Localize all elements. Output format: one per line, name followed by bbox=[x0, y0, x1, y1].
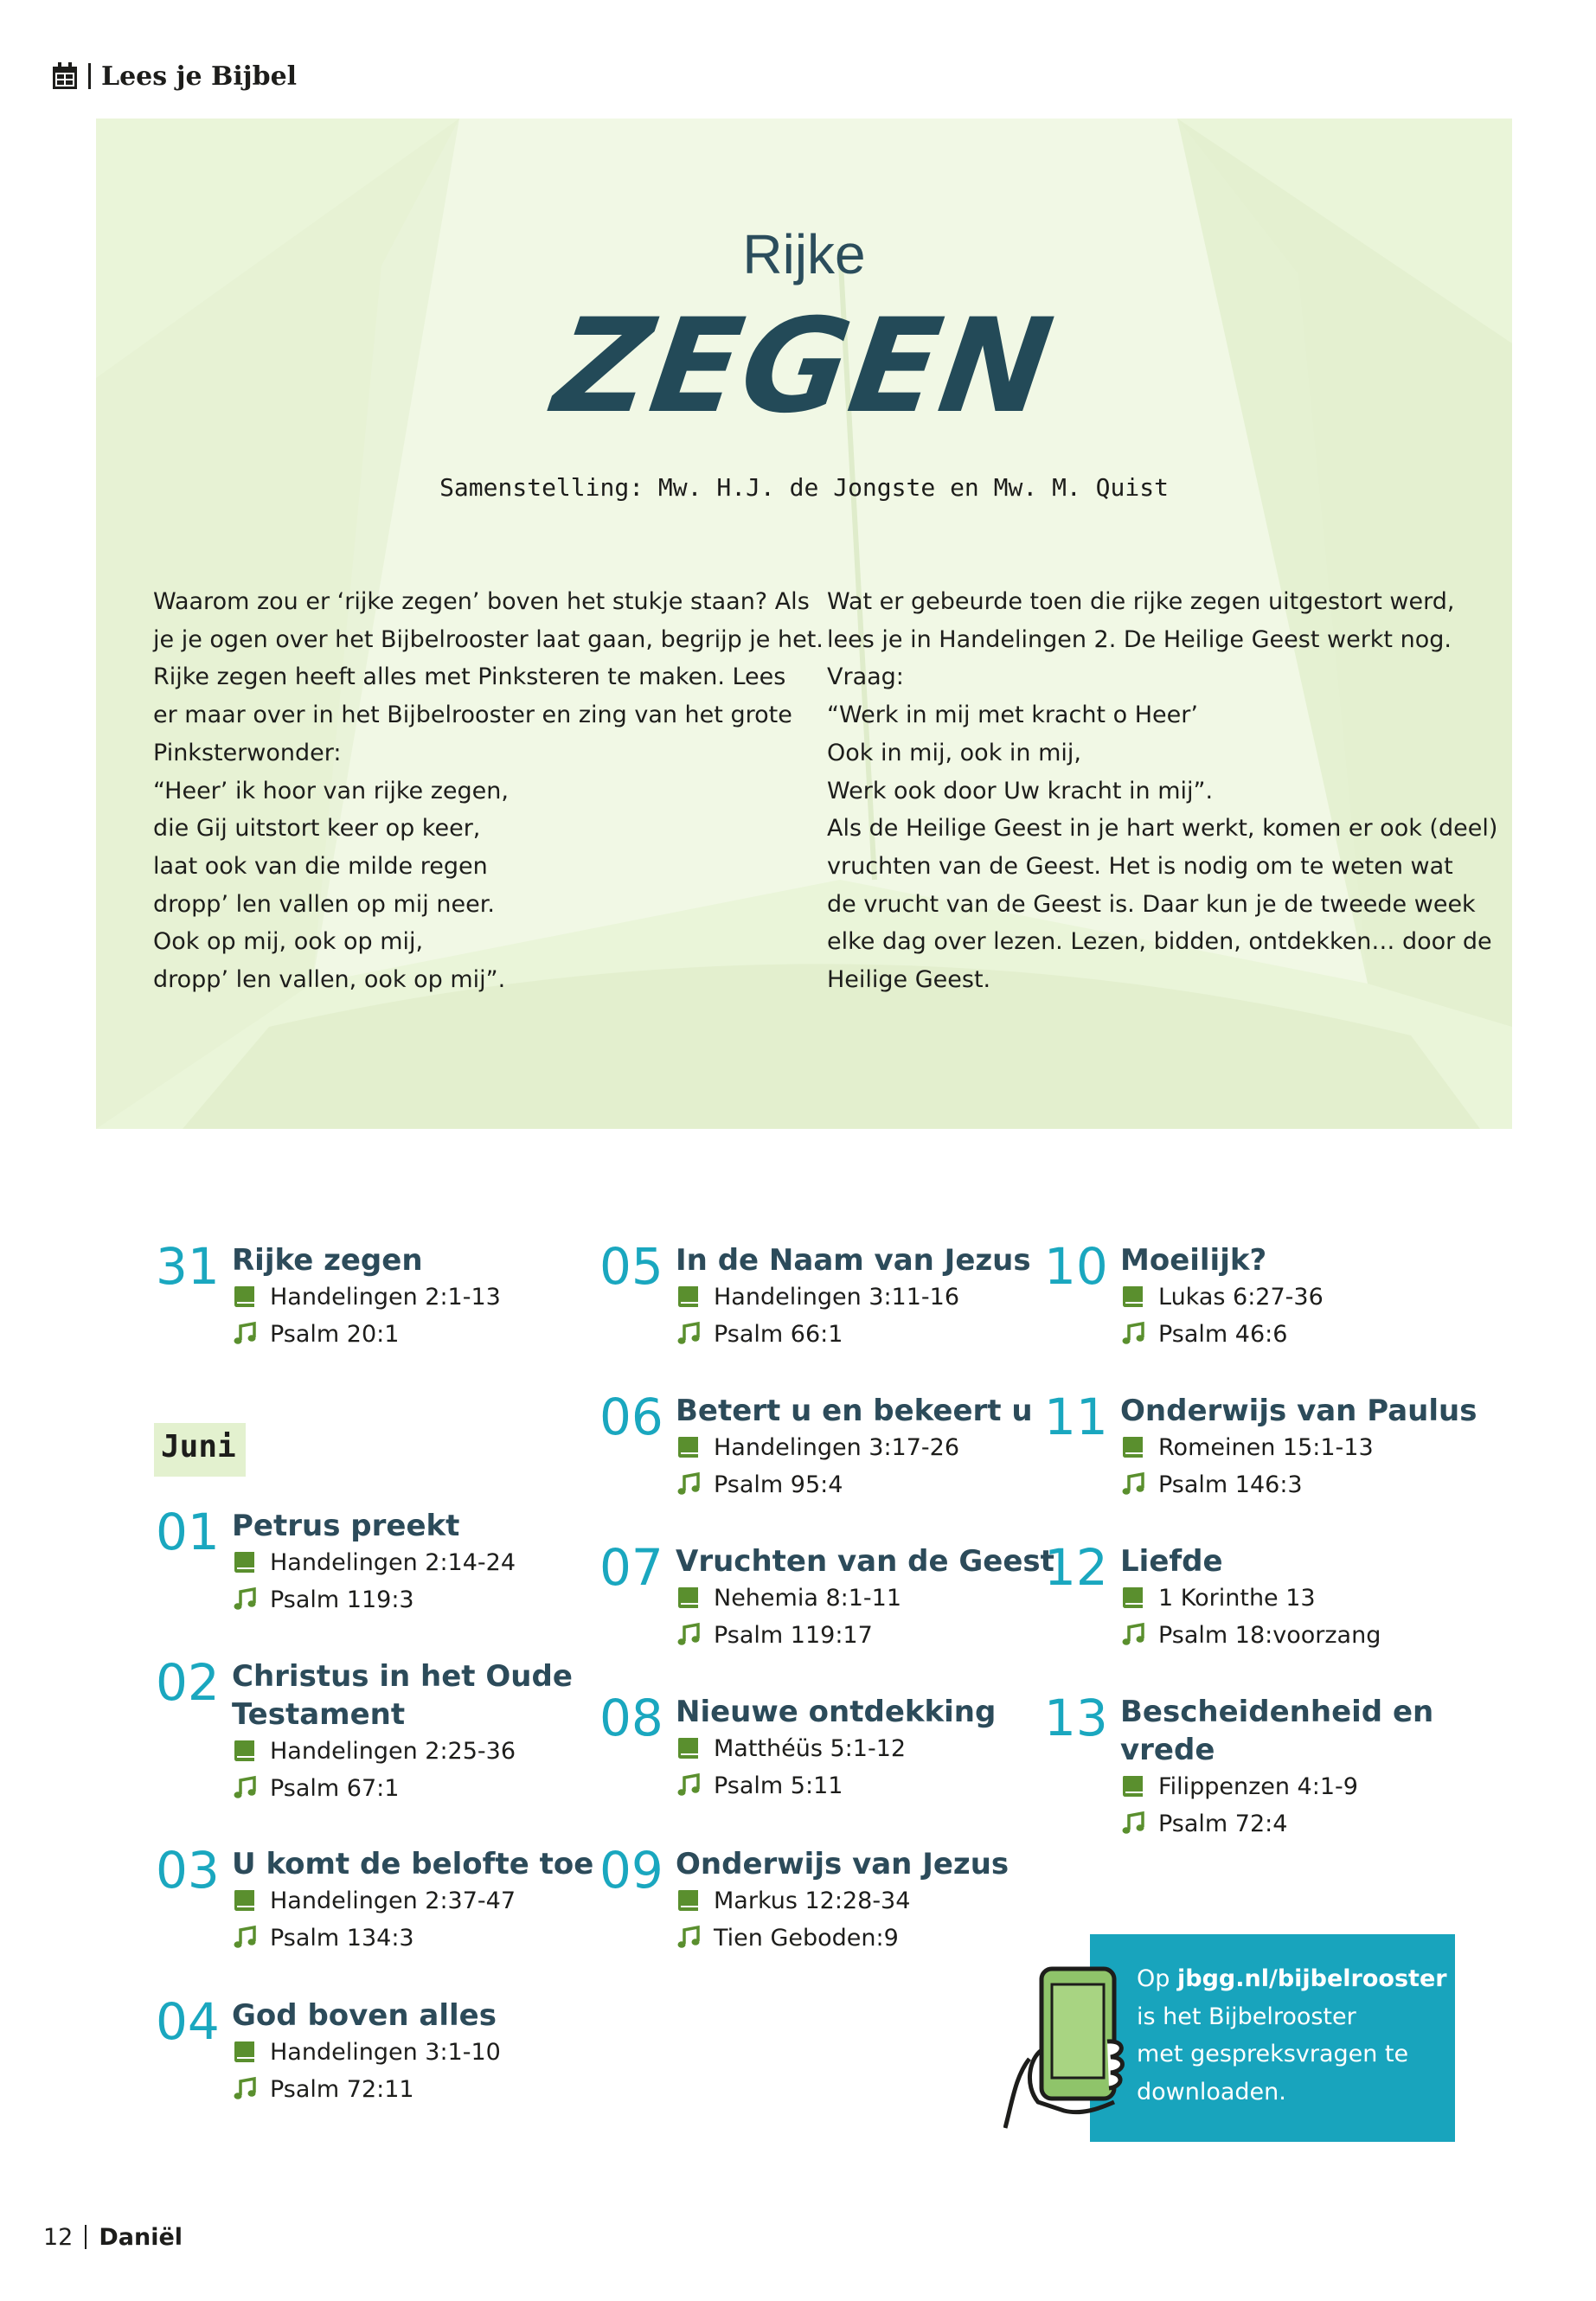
psalm-song bbox=[676, 1467, 843, 1502]
book-icon bbox=[676, 1735, 702, 1761]
day-number: 08 bbox=[599, 1689, 663, 1747]
psalm-song-text: Psalm 20:1 bbox=[270, 1320, 400, 1348]
psalm-song bbox=[232, 1920, 414, 1955]
music-note-icon bbox=[676, 1925, 702, 1951]
entry-title bbox=[232, 1845, 593, 1883]
bible-reading bbox=[676, 1430, 959, 1465]
entry-title bbox=[676, 1542, 1054, 1580]
smartphone-hand-icon bbox=[1003, 1964, 1133, 2137]
callout-line-4: downloaden. bbox=[1137, 2078, 1286, 2106]
entry-title-line: U komt de belofte toe bbox=[232, 1847, 594, 1881]
entry-title-line: Nieuwe ontdekking bbox=[676, 1695, 997, 1729]
music-note-icon bbox=[676, 1471, 702, 1497]
page-number: 12 bbox=[43, 2223, 74, 2251]
bible-reading-text: Nehemia 8:1-11 bbox=[714, 1584, 902, 1612]
entry-title-line: Rijke zegen bbox=[232, 1243, 423, 1278]
psalm-song-text: Psalm 95:4 bbox=[714, 1471, 843, 1498]
intro-line: de vrucht van de Geest is. Daar kun je de tweede week bbox=[827, 890, 1476, 918]
callout-line-3: met gespreksvragen te bbox=[1137, 2041, 1409, 2067]
intro-line: die Gij uitstort keer op keer, bbox=[153, 815, 481, 843]
entry-title-line: Onderwijs van Jezus bbox=[676, 1847, 1010, 1881]
intro-line: Heilige Geest. bbox=[827, 966, 991, 994]
bible-reading bbox=[676, 1279, 959, 1314]
psalm-song bbox=[1120, 1806, 1287, 1841]
psalm-song-text: Psalm 18:voorzang bbox=[1158, 1621, 1381, 1649]
music-note-icon bbox=[1120, 1622, 1146, 1648]
callout-line-1: Op jbgg.nl/bijbelrooster bbox=[1137, 1965, 1447, 1992]
music-note-icon bbox=[232, 1775, 258, 1801]
book-icon bbox=[232, 1549, 258, 1575]
psalm-song-text: Psalm 134:3 bbox=[270, 1924, 414, 1952]
bible-reading-text: Handelingen 2:37-47 bbox=[270, 1887, 516, 1914]
entry-title-line: Petrus preekt bbox=[232, 1509, 460, 1543]
intro-line: Rijke zegen heeft alles met Pinksteren te maken. Lees bbox=[153, 663, 786, 691]
book-icon bbox=[232, 1284, 258, 1310]
entry-title-line: Moeilijk? bbox=[1120, 1243, 1267, 1278]
bible-reading bbox=[676, 1580, 901, 1615]
day-number: 10 bbox=[1044, 1237, 1108, 1296]
intro-line: elke dag over lezen. Lezen, bidden, ontdekken… door de bbox=[827, 928, 1492, 956]
book-icon bbox=[232, 2039, 258, 2065]
music-note-icon bbox=[1120, 1471, 1146, 1497]
book-icon bbox=[232, 1888, 258, 1913]
bible-reading bbox=[232, 1279, 501, 1314]
psalm-song bbox=[1120, 1317, 1287, 1351]
entry-title bbox=[232, 1997, 497, 2035]
book-icon bbox=[676, 1888, 702, 1913]
bible-reading-text: 1 Korinthe 13 bbox=[1158, 1584, 1316, 1612]
intro-line: er maar over in het Bijbelrooster en zing van het grote bbox=[153, 702, 792, 729]
psalm-song bbox=[232, 1317, 399, 1351]
entry-title-line: Testament bbox=[232, 1697, 406, 1732]
calendar-icon bbox=[52, 62, 78, 90]
intro-line: dropp’ len vallen op mij neer. bbox=[153, 890, 495, 918]
psalm-song bbox=[232, 1771, 399, 1805]
intro-line: Werk ook door Uw kracht in mij”. bbox=[827, 777, 1214, 804]
bible-reading-text: Lukas 6:27-36 bbox=[1158, 1283, 1324, 1311]
intro-line: je je ogen over het Bijbelrooster laat gaan, begrijp je het. bbox=[153, 625, 824, 653]
bible-reading bbox=[232, 2035, 501, 2069]
bible-reading bbox=[1120, 1279, 1324, 1314]
entry-title-line: God boven alles bbox=[232, 1998, 497, 2033]
entry-title bbox=[1120, 1693, 1433, 1769]
entry-title bbox=[232, 1507, 459, 1545]
entry-title-line: In de Naam van Jezus bbox=[676, 1243, 1031, 1278]
hero-title-zegen: ZEGEN bbox=[546, 292, 1062, 442]
entry-title-line: Bescheidenheid en bbox=[1120, 1695, 1434, 1729]
month-label: Juni bbox=[154, 1423, 246, 1477]
psalm-song bbox=[1120, 1618, 1381, 1652]
music-note-icon bbox=[1120, 1321, 1146, 1347]
entry-title bbox=[676, 1241, 1031, 1279]
entry-title bbox=[676, 1845, 1009, 1883]
download-callout bbox=[1090, 1934, 1455, 2142]
header-divider bbox=[88, 63, 91, 89]
intro-line: laat ook van die milde regen bbox=[153, 852, 488, 880]
entry-title-line: Liefde bbox=[1120, 1544, 1223, 1579]
intro-line: vruchten van de Geest. Het is nodig om te weten wat bbox=[827, 852, 1453, 880]
bible-reading bbox=[232, 1883, 516, 1918]
day-number: 11 bbox=[1044, 1388, 1108, 1446]
day-number: 01 bbox=[156, 1503, 220, 1561]
intro-line: Waarom zou er ‘rijke zegen’ boven het stukje staan? Als bbox=[153, 588, 810, 615]
bible-reading bbox=[1120, 1430, 1374, 1465]
psalm-song-text: Psalm 119:3 bbox=[270, 1586, 414, 1613]
music-note-icon bbox=[232, 1586, 258, 1612]
music-note-icon bbox=[1120, 1811, 1146, 1836]
bible-reading bbox=[676, 1731, 906, 1766]
psalm-song-text: Psalm 67:1 bbox=[270, 1774, 400, 1802]
bible-reading-text: Handelingen 2:1-13 bbox=[270, 1283, 501, 1311]
psalm-song bbox=[1120, 1467, 1303, 1502]
psalm-song-text: Tien Geboden:9 bbox=[714, 1924, 899, 1952]
day-number: 09 bbox=[599, 1841, 663, 1900]
psalm-song bbox=[232, 2072, 414, 2106]
psalm-song-text: Psalm 46:6 bbox=[1158, 1320, 1288, 1348]
intro-line: Wat er gebeurde toen die rijke zegen uitgestort werd, bbox=[827, 588, 1455, 615]
psalm-song-text: Psalm 72:4 bbox=[1158, 1810, 1288, 1837]
psalm-song bbox=[676, 1768, 843, 1803]
page-footer bbox=[43, 2221, 183, 2253]
music-note-icon bbox=[676, 1622, 702, 1648]
hero-title-rijke: Rijke bbox=[742, 223, 866, 285]
bible-reading bbox=[676, 1883, 910, 1918]
day-number: 31 bbox=[156, 1237, 220, 1296]
book-icon bbox=[676, 1434, 702, 1460]
entry-title-line: Christus in het Oude bbox=[232, 1659, 573, 1694]
entry-title bbox=[1120, 1392, 1477, 1430]
intro-column-left bbox=[153, 583, 824, 999]
entry-title bbox=[232, 1657, 573, 1734]
music-note-icon bbox=[232, 2076, 258, 2102]
music-note-icon bbox=[676, 1772, 702, 1798]
page-header bbox=[52, 59, 297, 93]
intro-line: Ook op mij, ook op mij, bbox=[153, 928, 424, 956]
bible-reading-text: Filippenzen 4:1-9 bbox=[1158, 1772, 1358, 1800]
day-number: 06 bbox=[599, 1388, 663, 1446]
intro-column-right bbox=[827, 583, 1498, 999]
bible-reading-text: Handelingen 3:1-10 bbox=[270, 2038, 501, 2066]
psalm-song bbox=[676, 1317, 843, 1351]
psalm-song bbox=[676, 1618, 873, 1652]
footer-divider bbox=[85, 2225, 87, 2249]
bible-reading bbox=[1120, 1580, 1316, 1615]
entry-title-line: Betert u en bekeert u bbox=[676, 1394, 1033, 1428]
day-number: 04 bbox=[156, 1992, 220, 2051]
intro-line: “Heer’ ik hoor van rijke zegen, bbox=[153, 777, 509, 804]
psalm-song bbox=[676, 1920, 899, 1955]
intro-line: Als de Heilige Geest in je hart werkt, komen er ook (deel) bbox=[827, 815, 1498, 843]
book-icon bbox=[1120, 1585, 1146, 1611]
book-icon bbox=[676, 1585, 702, 1611]
entry-title bbox=[676, 1392, 1033, 1430]
music-note-icon bbox=[676, 1321, 702, 1347]
bible-reading-text: Matthéüs 5:1-12 bbox=[714, 1734, 907, 1762]
bible-reading-text: Handelingen 3:11-16 bbox=[714, 1283, 960, 1311]
bible-reading-text: Handelingen 2:25-36 bbox=[270, 1737, 516, 1765]
day-number: 12 bbox=[1044, 1538, 1108, 1597]
psalm-song-text: Psalm 146:3 bbox=[1158, 1471, 1303, 1498]
day-number: 05 bbox=[599, 1237, 663, 1296]
entry-title-line: Onderwijs van Paulus bbox=[1120, 1394, 1477, 1428]
bijbelrooster-link[interactable]: jbgg.nl/bijbelrooster bbox=[1176, 1965, 1447, 1992]
callout-line-2: is het Bijbelrooster bbox=[1137, 2003, 1356, 2030]
entry-title-line: vrede bbox=[1120, 1733, 1215, 1767]
intro-line: Pinksterwonder: bbox=[153, 739, 342, 766]
bible-reading-text: Handelingen 3:17-26 bbox=[714, 1433, 960, 1461]
day-number: 02 bbox=[156, 1653, 220, 1712]
book-icon bbox=[232, 1738, 258, 1764]
entry-title bbox=[1120, 1542, 1223, 1580]
psalm-song-text: Psalm 119:17 bbox=[714, 1621, 873, 1649]
day-number: 07 bbox=[599, 1538, 663, 1597]
entry-title-line: Vruchten van de Geest bbox=[676, 1544, 1054, 1579]
hero-panel bbox=[96, 119, 1512, 1129]
bible-reading-text: Romeinen 15:1-13 bbox=[1158, 1433, 1374, 1461]
magazine-name: Daniël bbox=[99, 2223, 183, 2251]
intro-line: Ook in mij, ook in mij, bbox=[827, 739, 1081, 766]
bible-reading bbox=[1120, 1769, 1358, 1804]
bible-reading-text: Markus 12:28-34 bbox=[714, 1887, 911, 1914]
bible-reading bbox=[232, 1734, 516, 1768]
entry-title bbox=[1120, 1241, 1266, 1279]
intro-line: “Werk in mij met kracht o Heer’ bbox=[827, 702, 1198, 729]
book-icon bbox=[676, 1284, 702, 1310]
day-number: 03 bbox=[156, 1841, 220, 1900]
credit-line: Samenstelling: Mw. H.J. de Jongste en Mw. M. Quist bbox=[439, 473, 1169, 502]
bible-reading-text: Handelingen 2:14-24 bbox=[270, 1548, 516, 1576]
bible-reading bbox=[232, 1545, 516, 1580]
music-note-icon bbox=[232, 1925, 258, 1951]
psalm-song-text: Psalm 5:11 bbox=[714, 1772, 843, 1799]
intro-line: Vraag: bbox=[827, 663, 904, 691]
intro-line: dropp’ len vallen, ook op mij”. bbox=[153, 966, 506, 994]
day-number: 13 bbox=[1044, 1689, 1108, 1747]
book-icon bbox=[1120, 1284, 1146, 1310]
entry-title bbox=[676, 1693, 996, 1731]
music-note-icon bbox=[232, 1321, 258, 1347]
book-icon bbox=[1120, 1773, 1146, 1799]
psalm-song bbox=[232, 1582, 414, 1617]
psalm-song-text: Psalm 72:11 bbox=[270, 2075, 414, 2103]
book-icon bbox=[1120, 1434, 1146, 1460]
section-title: Lees je Bijbel bbox=[101, 61, 298, 92]
entry-title bbox=[232, 1241, 423, 1279]
intro-line: lees je in Handelingen 2. De Heilige Geest werkt nog. bbox=[827, 625, 1452, 653]
psalm-song-text: Psalm 66:1 bbox=[714, 1320, 843, 1348]
